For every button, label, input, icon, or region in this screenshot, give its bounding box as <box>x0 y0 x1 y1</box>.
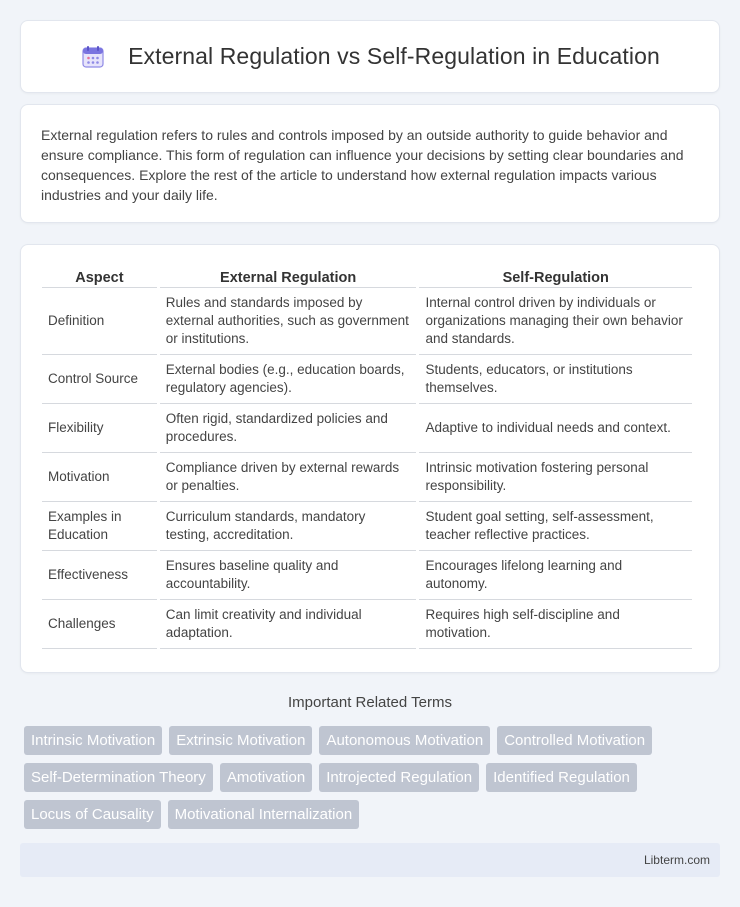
footer-brand-link[interactable]: Libterm.com <box>643 853 710 867</box>
table-row <box>42 453 692 502</box>
cell-external: Often rigid, standardized policies and procedures. <box>160 404 417 453</box>
tag-intrinsic-motivation[interactable]: Intrinsic Motivation <box>24 726 162 755</box>
cell-aspect: Control Source <box>42 355 157 404</box>
cell-self: Requires high self-discipline and motivation. <box>419 600 692 649</box>
comparison-table <box>39 264 695 649</box>
tag-self-determination-theory[interactable]: Self-Determination Theory <box>24 763 213 792</box>
tag-autonomous-motivation[interactable]: Autonomous Motivation <box>319 726 490 755</box>
table-row <box>42 404 692 453</box>
table-header-row <box>42 264 692 288</box>
cell-self: Internal control driven by individuals or organizations managing their own behavior and standards. <box>419 288 692 355</box>
cell-external: Compliance driven by external rewards or penalties. <box>160 453 417 502</box>
related-terms-list <box>24 726 724 837</box>
tag-identified-regulation[interactable]: Identified Regulation <box>486 763 637 792</box>
intro-text: External regulation refers to rules and controls imposed by an outside authority to guide behavior and ensure compliance. This form of regulation can influence your decisions by setting clear boundaries and consequences. Explore the rest of the article to understand how external regulation impacts various industries and your daily life. <box>41 127 684 203</box>
tag-introjected-regulation[interactable]: Introjected Regulation <box>319 763 479 792</box>
header-self-regulation: Self-Regulation <box>419 264 692 288</box>
cell-self: Student goal setting, self-assessment, teacher reflective practices. <box>419 502 692 551</box>
table-row <box>42 600 692 649</box>
comparison-table-card <box>20 244 720 673</box>
title-card <box>20 20 720 93</box>
table-row <box>42 355 692 404</box>
tag-extrinsic-motivation[interactable]: Extrinsic Motivation <box>169 726 312 755</box>
cell-aspect: Definition <box>42 288 157 355</box>
tag-amotivation[interactable]: Amotivation <box>220 763 312 792</box>
cell-external: Ensures baseline quality and accountability. <box>160 551 417 600</box>
related-terms-title: Important Related Terms <box>288 694 452 711</box>
cell-self: Adaptive to individual needs and context. <box>419 404 692 453</box>
cell-external: External bodies (e.g., education boards, regulatory agencies). <box>160 355 417 404</box>
cell-aspect: Motivation <box>42 453 157 502</box>
cell-self: Intrinsic motivation fostering personal responsibility. <box>419 453 692 502</box>
cell-aspect: Effectiveness <box>42 551 157 600</box>
tag-controlled-motivation[interactable]: Controlled Motivation <box>497 726 652 755</box>
cell-aspect: Challenges <box>42 600 157 649</box>
cell-aspect: Examples in Education <box>42 502 157 551</box>
cell-aspect: Flexibility <box>42 404 157 453</box>
calendar-icon <box>80 44 106 70</box>
cell-self: Encourages lifelong learning and autonomy. <box>419 551 692 600</box>
table-row <box>42 502 692 551</box>
cell-external: Rules and standards imposed by external authorities, such as government or institutions. <box>160 288 417 355</box>
cell-self: Students, educators, or institutions themselves. <box>419 355 692 404</box>
cell-external: Curriculum standards, mandatory testing, accreditation. <box>160 502 417 551</box>
table-row <box>42 288 692 355</box>
tag-motivational-internalization[interactable]: Motivational Internalization <box>168 800 360 829</box>
footer <box>20 843 720 877</box>
tag-locus-of-causality[interactable]: Locus of Causality <box>24 800 161 829</box>
cell-external: Can limit creativity and individual adaptation. <box>160 600 417 649</box>
table-row <box>42 551 692 600</box>
page-title: External Regulation vs Self-Regulation in Education <box>128 43 660 69</box>
header-aspect: Aspect <box>42 264 157 288</box>
header-external-regulation: External Regulation <box>160 264 417 288</box>
intro-card <box>20 104 720 223</box>
